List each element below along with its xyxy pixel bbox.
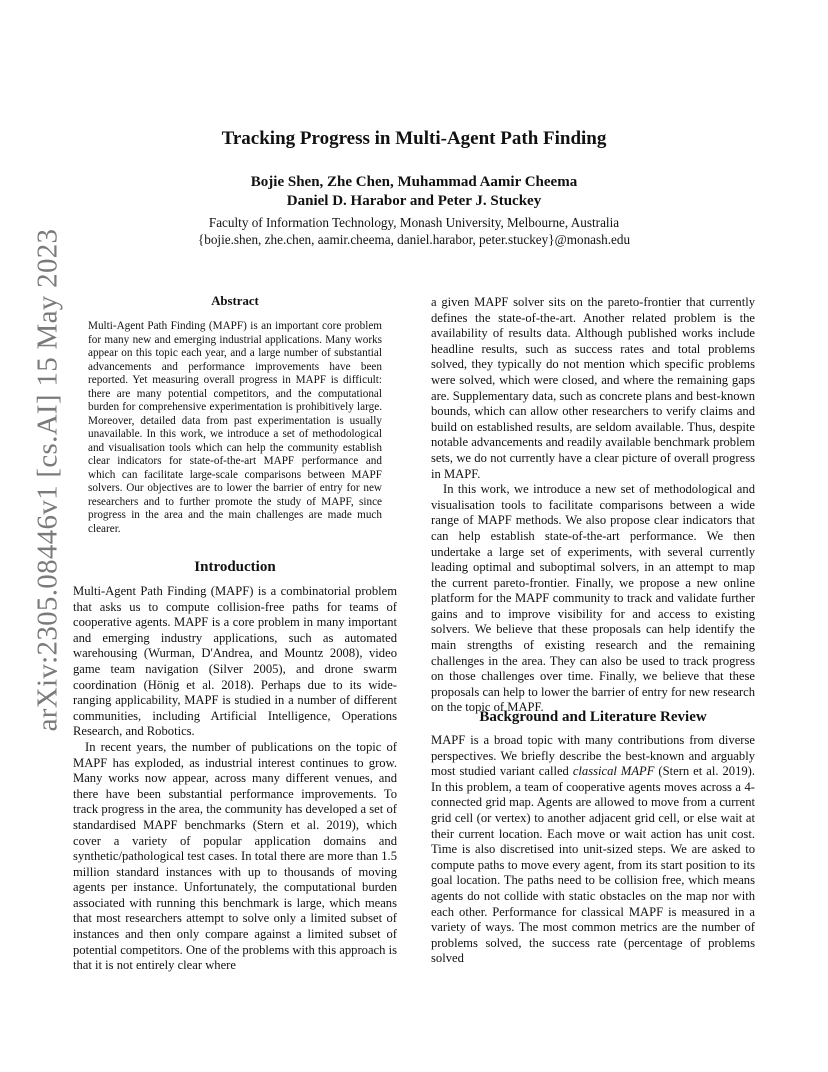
left-column-body <box>73 584 397 974</box>
affiliation-block <box>0 214 828 248</box>
paper-title: Tracking Progress in Multi-Agent Path Finding <box>221 128 607 149</box>
background-text-b: (Stern et al. 2019). In this problem, a team of cooperative agents moves across a 4-connected grid map. Agents are allowed to move from a current grid cell (or vertex) to another adjacent grid cell, or else wait at their current location. Each move or wait action has unit cost. Time is also discretised into unit-sized steps. We are asked to compute paths to move every agent, from its start position to its goal location. The paths need to be collision free, which means agents do not collide with static obstacles on the map nor with each other. Performance for classical MAPF is measured in a variety of ways. The most common metrics are the number of problems solved, the success rate (percentage of problems solved <box>431 764 755 966</box>
background-text-a: MAPF is a broad topic with many contributions from diverse perspectives. We briefly describe the best-known and arguably most studied variant called <box>431 733 755 779</box>
author-list <box>0 173 828 211</box>
right-paragraph-2: In this work, we introduce a new set of methodological and visualisation tools to facilitate comparisons between a wide range of MAPF methods. We also propose clear indicators that can help establish state-of-the-art performance. We then undertake a large set of experiments, with several currently leading optimal and suboptimal solvers, in an attempt to map the current pareto-frontier. Finally, we propose a new online platform for the MAPF community to track and validate further gains and to improve visibility for and access to existing solvers. We believe that these proposals can help identify the main strengths of existing research and the remaining challenges in the area. They can also be used to track progress on those challenges over time. Finally, we believe that these proposals can help to lower the barrier of entry for new research on the topic of MAPF. <box>431 482 755 715</box>
abstract-heading: Abstract <box>211 294 259 308</box>
arxiv-identifier: arXiv:2305.08446v1 [cs.AI] 15 May 2023 <box>31 228 64 732</box>
intro-paragraph-2: In recent years, the number of publications on the topic of MAPF has exploded, as industrial interest continues to grow. Many works now appear, across many different venues, and there have been substantial performance improvements. To track progress in the area, the community has developed a set of standardised MAPF benchmarks (Stern et al. 2019), which cover a variety of popular application domains and synthetic/pathological test cases. In total there are more than 1.5 million standard instances with up to thousands of moving agents per instance. Unfortunately, the computational burden associated with running this benchmark is large, which means that most researchers attempt to solve only a limited subset of instances and then only compare against a limited subset of potential competitors. One of the problems with this approach is that it is not entirely clear where <box>73 739 397 973</box>
abstract-text: Multi-Agent Path Finding (MAPF) is an important core problem for many new and emerging industrial applications. Many works appear on this topic each year, and a large number of substantial advancements and performance improvements have been reported. Yet measuring overall progress in MAPF is difficult: there are many potential competitors, and the computational burden for comprehensive experimentation is prohibitively large. Moreover, detailed data from past experimentation is usually unavailable. In this work, we introduce a set of methodological and visualisation tools which can help the community establish clear indicators for state-of-the-art MAPF performance and which can facilitate large-scale comparisons between MAPF solvers. Our objectives are to lower the barrier of entry for new researchers and to further promote the study of MAPF, since progress in the area and the main challenges are made much clearer. <box>88 320 382 535</box>
classical-mapf-term: classical MAPF <box>572 764 655 779</box>
intro-paragraph-1: Multi-Agent Path Finding (MAPF) is a combinatorial problem that asks us to compute collision-free paths for teams of cooperative agents. MAPF is a core problem in many important and emerging industry applications, such as automated warehousing (Wurman, D'Andrea, and Mountz 2008), video game team navigation (Silver 2005), and drone swarm coordination (Hönig et al. 2018). Perhaps due to its wide-ranging applicability, MAPF is studied in a number of different communities, including Artificial Intelligence, Operations Research, and Robotics. <box>73 584 397 739</box>
authors-line-1: Bojie Shen, Zhe Chen, Muhammad Aamir Cheema <box>250 174 578 190</box>
background-heading: Background and Literature Review <box>479 709 707 725</box>
right-column-body <box>431 295 755 716</box>
introduction-heading: Introduction <box>194 559 276 575</box>
affiliation: Faculty of Information Technology, Monash University, Melbourne, Australia <box>208 215 620 230</box>
author-emails: {bojie.shen, zhe.chen, aamir.cheema, daniel.harabor, peter.stuckey}@monash.edu <box>197 232 631 247</box>
background-body <box>431 733 755 967</box>
authors-line-2: Daniel D. Harabor and Peter J. Stuckey <box>286 193 542 209</box>
right-paragraph-1: a given MAPF solver sits on the pareto-frontier that currently defines the state-of-the-art. Another related problem is the availability of results data. Although published works include headline results, such as success rates and total problems solved, they typically do not mention which specific problems were solved, which were closed, and where the remaining gaps are. Supplementary data, such as concrete plans and best-known bounds, which can allow other researchers to verify claims and build on established results, are seldom available. Thus, despite notable advancements and readily available benchmark problem sets, we do not currently have a clear picture of overall progress in MAPF. <box>431 295 755 481</box>
background-paragraph-1 <box>431 733 755 967</box>
